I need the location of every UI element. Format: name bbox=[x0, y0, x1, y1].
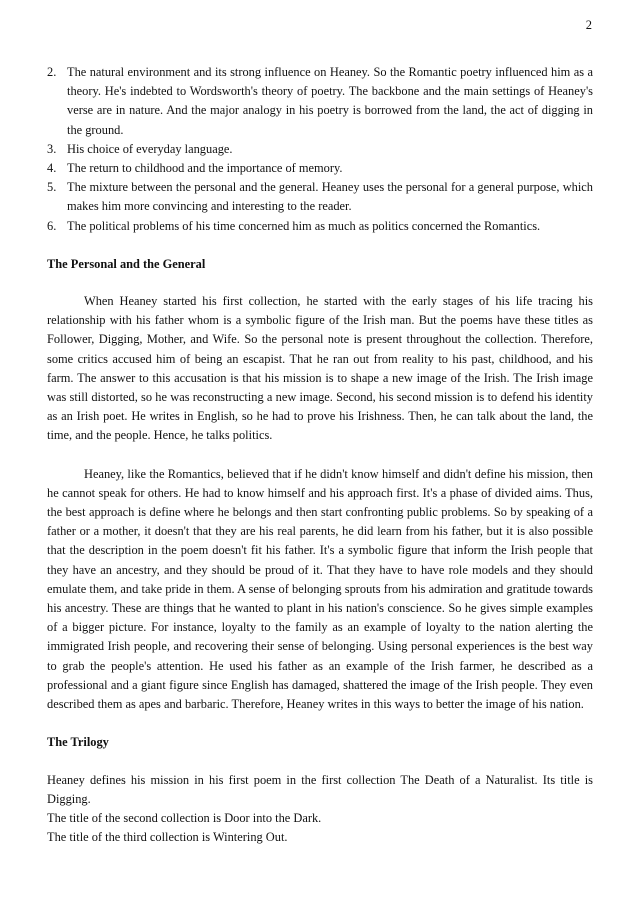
list-item bbox=[47, 178, 593, 216]
list-number: 3. bbox=[47, 141, 57, 156]
list-number: 5. bbox=[47, 180, 57, 195]
list-text: His choice of everyday language. bbox=[67, 141, 233, 156]
page-number: 2 bbox=[585, 18, 592, 32]
list-text: The natural environment and its strong influence on Heaney. So the Romantic poetry influenced him as a theory. He's indebted to Wordsworth's theory of poetry. The backbone and the main settings of Heaney's verse are in nature. And the major analogy in his poetry is borrowed from the land, the act of digging in the ground. bbox=[67, 65, 593, 137]
paragraph: When Heaney started his first collection, he started with the early stages of his life tracing his relationship with his father whom is a symbolic figure of the Irish man. But the poems have these titles as Follower, Digging, Mother, and Wife. So the personal note is present throughout the collection. Therefore, some critics accused him of being an escapist. That he ran out from reality to his past, childhood, and his farm. The answer to this accusation is that his mission is to shape a new image of the Irish. The Irish image was still distorted, so he was reconstructing a new image. Second, his second mission is to defend his identity as an Irish poet. He writes in English, so he had to prove his Irishness. Then, he can talk about the land, the time, and the people. Hence, he talks politics. bbox=[47, 294, 593, 443]
list-item bbox=[47, 217, 593, 236]
list-item bbox=[47, 63, 593, 140]
list-item bbox=[47, 140, 593, 159]
paragraph: Heaney defines his mission in his first poem in the first collection The Death of a Naturalist. Its title is Digging. bbox=[47, 772, 593, 806]
list-item bbox=[47, 159, 593, 178]
section-heading-trilogy: The Trilogy bbox=[47, 735, 109, 750]
list-number: 2. bbox=[47, 65, 57, 79]
list-number: 4. bbox=[47, 161, 57, 176]
text-line: The title of the second collection is Door into the Dark. bbox=[47, 810, 322, 825]
numbered-list bbox=[47, 63, 593, 236]
list-text: The mixture between the personal and the general. Heaney uses the personal for a general purpose, which makes him more convincing and interesting to the reader. bbox=[67, 180, 593, 214]
text-line: The title of the third collection is Wintering Out. bbox=[47, 830, 288, 845]
paragraph: Heaney, like the Romantics, believed that if he didn't know himself and didn't define his mission, then he cannot speak for others. He had to know himself and his approach first. It's a phase of divided aims. Thus, the best approach is define where he belongs and then start confronting public problems. So by speaking of a father or a mother, it doesn't that they are his real parents, he did learn from his father, but it is also possible that the description in the poem doesn't fit his father. It's a symbolic figure that inform the Irish people that they have an ancestry, and they should be proud of it. That they have to have role models and they should emulate them, and take pride in them. A sense of belonging sprouts from his admiration and gratitude towards his ancestry. These are things that he wanted to plant in his nation's conscience. So he gives simple examples of a bigger picture. For instance, loyalty to the family as an example of loyalty to the nation alerting the immigrated Irish people, and recovering their sense of belonging. Using personal experiences is the best way to grab the people's attention. He used his father as an example of the Irish farmer, he described as a professional and a giant figure since English has damaged, shattered the image of the Irish people. They even described them as apes and barbaric. Therefore, Heaney writes in this ways to better the image of his nation. bbox=[47, 466, 593, 712]
section-heading-personal-general: The Personal and the General bbox=[47, 256, 206, 271]
list-text: The return to childhood and the importance of memory. bbox=[67, 161, 343, 176]
page-content bbox=[47, 63, 593, 847]
list-number: 6. bbox=[47, 218, 57, 233]
list-text: The political problems of his time concerned him as much as politics concerned the Romantics. bbox=[67, 218, 541, 233]
